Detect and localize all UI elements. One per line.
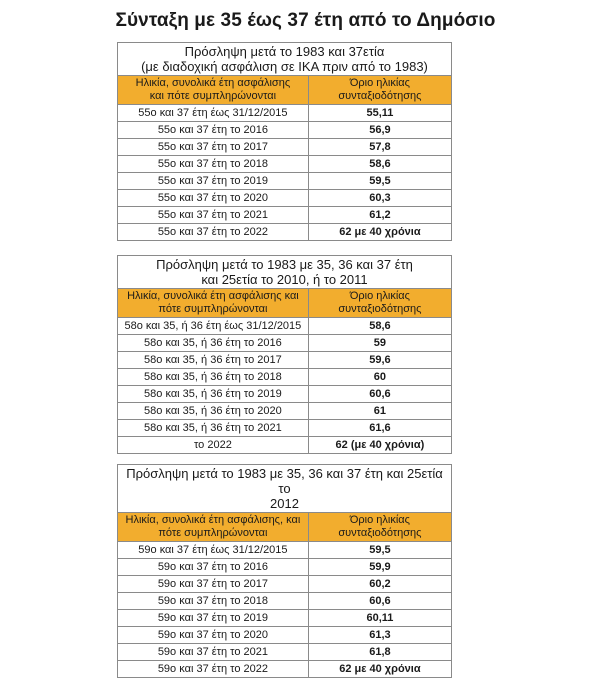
row-age-limit: 60,2 (308, 576, 451, 593)
row-age-limit: 59,5 (308, 542, 451, 559)
table-caption (118, 43, 452, 76)
row-condition: 55ο και 37 έτη το 2021 (118, 207, 309, 224)
row-condition: 59ο και 37 έτη το 2021 (118, 644, 309, 661)
column-header-age (118, 513, 309, 542)
row-condition: 55ο και 37 έτη το 2019 (118, 173, 309, 190)
row-age-limit: 56,9 (308, 122, 451, 139)
table-row (118, 207, 452, 224)
table-row (118, 105, 452, 122)
table-row (118, 318, 452, 335)
table-row (118, 369, 452, 386)
table-row (118, 576, 452, 593)
column-header-limit (308, 513, 451, 542)
row-age-limit: 62 με 40 χρόνια (308, 661, 451, 678)
table-row (118, 190, 452, 207)
header-line: Όριο ηλικίας (349, 290, 410, 302)
table-row (118, 593, 452, 610)
row-age-limit: 61,6 (308, 420, 451, 437)
row-age-limit: 60,6 (308, 386, 451, 403)
row-age-limit: 62 με 40 χρόνια (308, 224, 451, 241)
row-age-limit: 58,6 (308, 318, 451, 335)
row-age-limit: 61 (308, 403, 451, 420)
table-row (118, 122, 452, 139)
caption-line: Πρόσληψη μετά το 1983 και 37ετία (184, 44, 385, 59)
table-row (118, 627, 452, 644)
page-title: Σύνταξη με 35 έως 37 έτη από το Δημόσιο (115, 10, 496, 31)
row-condition: 58ο και 35, ή 36 έτη το 2019 (118, 386, 309, 403)
table-row (118, 352, 452, 369)
row-condition: 55ο και 37 έτη το 2020 (118, 190, 309, 207)
retirement-table-3 (117, 464, 452, 678)
row-condition: 58ο και 35, ή 36 έτη το 2021 (118, 420, 309, 437)
row-age-limit: 59 (308, 335, 451, 352)
row-condition: 55ο και 37 έτη το 2018 (118, 156, 309, 173)
row-condition: 59ο και 37 έτη έως 31/12/2015 (118, 542, 309, 559)
row-condition: 58ο και 35, ή 36 έτη το 2020 (118, 403, 309, 420)
column-header-age (118, 289, 309, 318)
row-condition: το 2022 (118, 437, 309, 454)
table-row (118, 420, 452, 437)
table-row (118, 173, 452, 190)
table-row (118, 661, 452, 678)
column-header-age (118, 76, 309, 105)
header-line: Όριο ηλικίας (349, 77, 410, 89)
row-age-limit: 57,8 (308, 139, 451, 156)
table-caption (118, 256, 452, 289)
table-row (118, 559, 452, 576)
header-line: συνταξιοδότησης (338, 90, 422, 102)
table-row (118, 403, 452, 420)
row-condition: 58ο και 35, ή 36 έτη το 2018 (118, 369, 309, 386)
row-age-limit: 55,11 (308, 105, 451, 122)
header-line: Ηλικία, συνολικά έτη ασφάλισης, και (125, 514, 301, 526)
caption-line: και 25ετία το 2010, ή το 2011 (201, 272, 368, 287)
row-age-limit: 60,3 (308, 190, 451, 207)
caption-line: Πρόσληψη μετά το 1983 με 35, 36 και 37 έτη (156, 257, 413, 272)
caption-line: 2012 (270, 496, 299, 511)
row-condition: 55ο και 37 έτη το 2016 (118, 122, 309, 139)
row-age-limit: 59,9 (308, 559, 451, 576)
row-condition: 58ο και 35, ή 36 έτη το 2017 (118, 352, 309, 369)
row-condition: 59ο και 37 έτη το 2017 (118, 576, 309, 593)
row-age-limit: 62 (με 40 χρόνια) (308, 437, 451, 454)
row-condition: 55ο και 37 έτη το 2017 (118, 139, 309, 156)
header-line: Ηλικία, συνολικά έτη ασφάλισης και (127, 290, 299, 302)
table-caption (118, 465, 452, 513)
table-row (118, 139, 452, 156)
table-row (118, 644, 452, 661)
row-condition: 59ο και 37 έτη το 2020 (118, 627, 309, 644)
caption-line: (με διαδοχική ασφάλιση σε ΙΚΑ πριν από το 1983) (141, 59, 428, 74)
header-line: πότε συμπληρώνονται (158, 527, 268, 539)
row-condition: 59ο και 37 έτη το 2018 (118, 593, 309, 610)
row-condition: 59ο και 37 έτη το 2016 (118, 559, 309, 576)
row-age-limit: 58,6 (308, 156, 451, 173)
header-line: Όριο ηλικίας (349, 514, 410, 526)
row-condition: 55ο και 37 έτη το 2022 (118, 224, 309, 241)
row-age-limit: 59,6 (308, 352, 451, 369)
row-age-limit: 60 (308, 369, 451, 386)
retirement-table-2 (117, 255, 452, 454)
row-condition: 58ο και 35, ή 36 έτη έως 31/12/2015 (118, 318, 309, 335)
column-header-limit (308, 289, 451, 318)
table-row (118, 156, 452, 173)
table-row (118, 610, 452, 627)
row-condition: 59ο και 37 έτη το 2022 (118, 661, 309, 678)
row-condition: 58ο και 35, ή 36 έτη το 2016 (118, 335, 309, 352)
column-header-limit (308, 76, 451, 105)
row-age-limit: 60,11 (308, 610, 451, 627)
row-age-limit: 61,3 (308, 627, 451, 644)
row-age-limit: 61,2 (308, 207, 451, 224)
row-age-limit: 61,8 (308, 644, 451, 661)
header-line: Ηλικία, συνολικά έτη ασφάλισης (135, 77, 291, 89)
row-condition: 59ο και 37 έτη το 2019 (118, 610, 309, 627)
row-age-limit: 59,5 (308, 173, 451, 190)
caption-line: Πρόσληψη μετά το 1983 με 35, 36 και 37 έτη και 25ετία το (126, 466, 443, 496)
retirement-table-1 (117, 42, 452, 241)
row-condition: 55ο και 37 έτη έως 31/12/2015 (118, 105, 309, 122)
table-row (118, 386, 452, 403)
row-age-limit: 60,6 (308, 593, 451, 610)
header-line: και πότε συμπληρώνονται (149, 90, 277, 102)
table-row (118, 335, 452, 352)
table-row (118, 224, 452, 241)
table-row (118, 542, 452, 559)
table-row (118, 437, 452, 454)
header-line: πότε συμπληρώνονται (158, 303, 268, 315)
header-line: συνταξιοδότησης (338, 303, 422, 315)
header-line: συνταξιοδότησης (338, 527, 422, 539)
